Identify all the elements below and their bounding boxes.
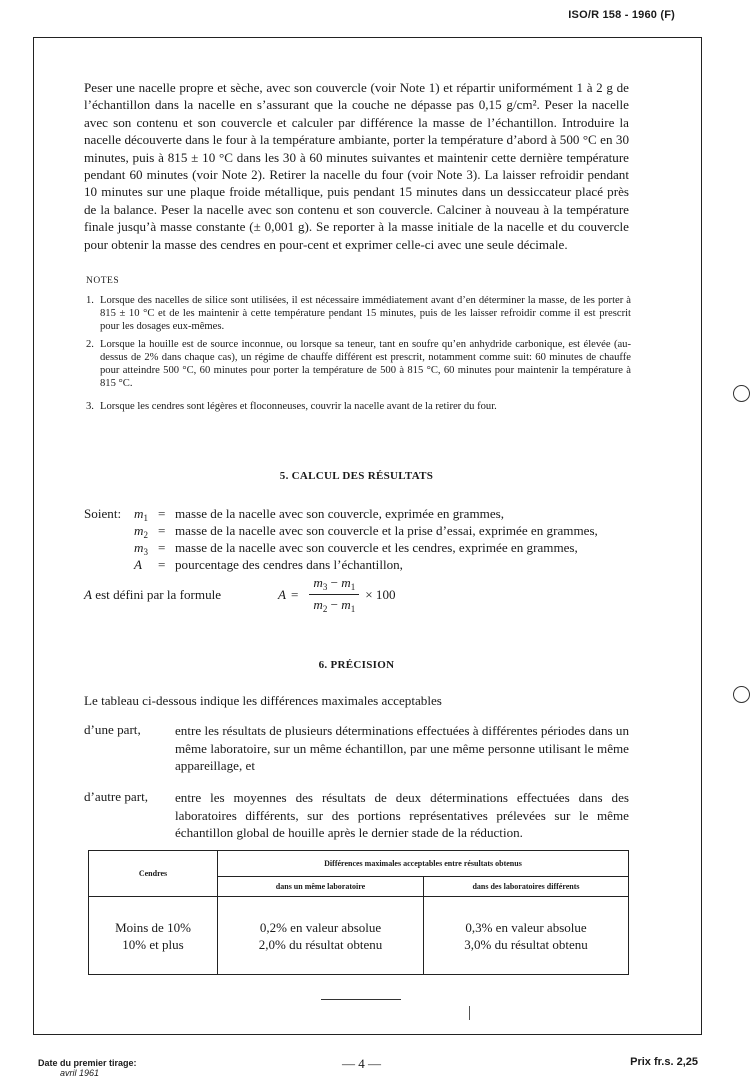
definition-text: pourcentage des cendres dans l’échantillon, (175, 557, 403, 572)
formula-denominator: $m_2 - m_1$ (313, 597, 356, 614)
first-print-label: Date du premier tirage: (38, 1058, 137, 1068)
col-header-same-lab: dans un même laboratoire (218, 877, 424, 897)
formula-intro (84, 587, 221, 603)
part-text: entre les moyennes des résultats de deux déterminations effectuées dans des laboratoires différents, sur des portions représentatives prélevées sur le même échantillon global de houille après le dernier stade de la réduction. (175, 790, 629, 840)
price: Prix fr.s. 2,25 (630, 1056, 698, 1068)
note-2 (86, 338, 631, 390)
variable-subscript: 1 (143, 513, 148, 523)
formula-multiplier: × 100 (365, 586, 396, 602)
variable-symbol: m (134, 506, 144, 521)
margin-mark (469, 1006, 470, 1020)
note-number: 3. (86, 401, 94, 412)
note-text: Lorsque la houille est de source inconnue, ou lorsque sa teneur, tant en soufre qu’en anhydride carbonique, est élevée (au-dessus de 2% dans chaque cas), un régime de chauffe différent est prescrit, notamment comme suit: 60 minutes de chauffe pour atteindre 500 °C, 60 minutes pour porter la température de 500 à 815 °C, 60 minutes pour maintenir la température à 815 °C. (100, 339, 631, 390)
col-header-diff-lab: dans des laboratoires différents (424, 877, 629, 897)
binder-hole (733, 385, 750, 402)
part-label: d’une part, (84, 722, 141, 737)
cell-value: Moins de 10% (115, 919, 191, 935)
equals-sign: = (158, 540, 166, 555)
document-reference: ISO/R 158 - 1960 (F) (568, 9, 675, 21)
note-number: 1. (86, 295, 94, 306)
col-header-cendres: Cendres (89, 851, 218, 897)
formula-numerator: $m_3 - m_1$ (309, 575, 359, 595)
formula-lhs: A (278, 586, 286, 602)
variable-subscript: 2 (143, 530, 148, 540)
formula-intro-variable: A (84, 587, 92, 602)
cell-value: 3,0% du résultat obtenu (464, 936, 588, 952)
note-text: Lorsque des nacelles de silice sont utilisées, il est nécessaire immédiatement avant d’en déterminer la masse, de les porter à 815 ± 10 °C et de les maintenir à cette température pendant 15 minutes, puis de les laisser refroidir comme il est prescrit pour les dosages eux-mêmes. (100, 295, 631, 333)
col-header-span: Différences maximales acceptables entre résultats obtenus (218, 851, 629, 877)
note-text: Lorsque les cendres sont légères et floconneuses, couvrir la nacelle avant de la retirer du four. (100, 401, 497, 412)
cell-value: 10% et plus (122, 936, 184, 952)
variable-symbol: A (134, 557, 142, 572)
section-6-title: 6. PRÉCISION (318, 659, 395, 671)
definition-text: masse de la nacelle avec son couvercle et la prise d’essai, exprimée en grammes, (175, 523, 598, 538)
binder-hole (733, 686, 750, 703)
end-rule (321, 999, 401, 1000)
part-label: d’autre part, (84, 789, 148, 804)
definition-text: masse de la nacelle avec son couvercle, exprimée en grammes, (175, 506, 505, 521)
formula-intro-text: est défini par la formule (92, 587, 222, 602)
cell-value: 0,3% en valeur absolue (465, 919, 587, 935)
first-print-date (38, 1059, 137, 1078)
section-5-title: 5. CALCUL DES RÉSULTATS (279, 470, 434, 482)
formula-equals: = (291, 586, 299, 602)
definition-text: masse de la nacelle avec son couvercle et les cendres, exprimée en grammes, (175, 540, 578, 555)
ash-formula (278, 575, 396, 614)
notes-heading: NOTES (86, 276, 120, 286)
table-row (89, 897, 629, 975)
equals-sign: = (158, 506, 166, 521)
cendres-cell (89, 897, 218, 975)
variable-symbol: m (134, 523, 144, 538)
equals-sign: = (158, 557, 166, 572)
precision-table (88, 850, 629, 975)
note-1 (86, 294, 631, 333)
formula-fraction (309, 575, 359, 614)
cell-value: 0,2% en valeur absolue (259, 919, 382, 935)
note-3 (86, 400, 631, 413)
variable-subscript: 3 (143, 547, 148, 557)
variable-symbol: m (134, 540, 144, 555)
precision-intro: Le tableau ci-dessous indique les différences maximales acceptables (84, 693, 442, 708)
procedure-paragraph: Peser une nacelle propre et sèche, avec son couvercle (voir Note 1) et répartir uniformément 1 à 2 g de l’échantillon dans la nacelle en s’assurant que la couche ne dépasse pas 0,15 g/cm². Peser la nacelle avec son contenu et son couvercle et calculer par différence la masse de l’échantillon. Introduire la nacelle découverte dans le four à la température ambiante, porter la température d’abord à 500 °C en 30 minutes, puis à 815 ± 10 °C dans les 30 à 60 minutes suivantes et maintenir cette dernière température pendant 60 minutes (voir Note 2). Retirer la nacelle du four (voir Note 3). La laisser refroidir pendant 10 minutes sur une plaque froide métallique, puis pendant 15 minutes dans un dessiccateur placé près de la balance. Peser la nacelle avec son contenu et son couvercle. Calciner à nouveau à la température finale jusqu’à masse constante (± 0,001 g). Se reporter à la masse initiale de la nacelle et du couvercle pour obtenir la masse des cendres en pour-cent et exprimer celle-ci avec une seule décimale. (84, 80, 629, 252)
equals-sign: = (158, 523, 166, 538)
note-number: 2. (86, 339, 94, 350)
cell-value: 2,0% du résultat obtenu (258, 936, 383, 952)
same-lab-cell (218, 897, 424, 975)
definitions-lead: Soient: (84, 506, 122, 521)
diff-lab-cell (424, 897, 629, 975)
first-print-value: avril 1961 (60, 1067, 100, 1078)
page-number: — 4 — (342, 1056, 381, 1071)
part-text: entre les résultats de plusieurs déterminations effectuées à différentes périodes dans un même laboratoire, sur un même échantillon, par une même personne utilisant le même appareillage, et (175, 723, 629, 773)
